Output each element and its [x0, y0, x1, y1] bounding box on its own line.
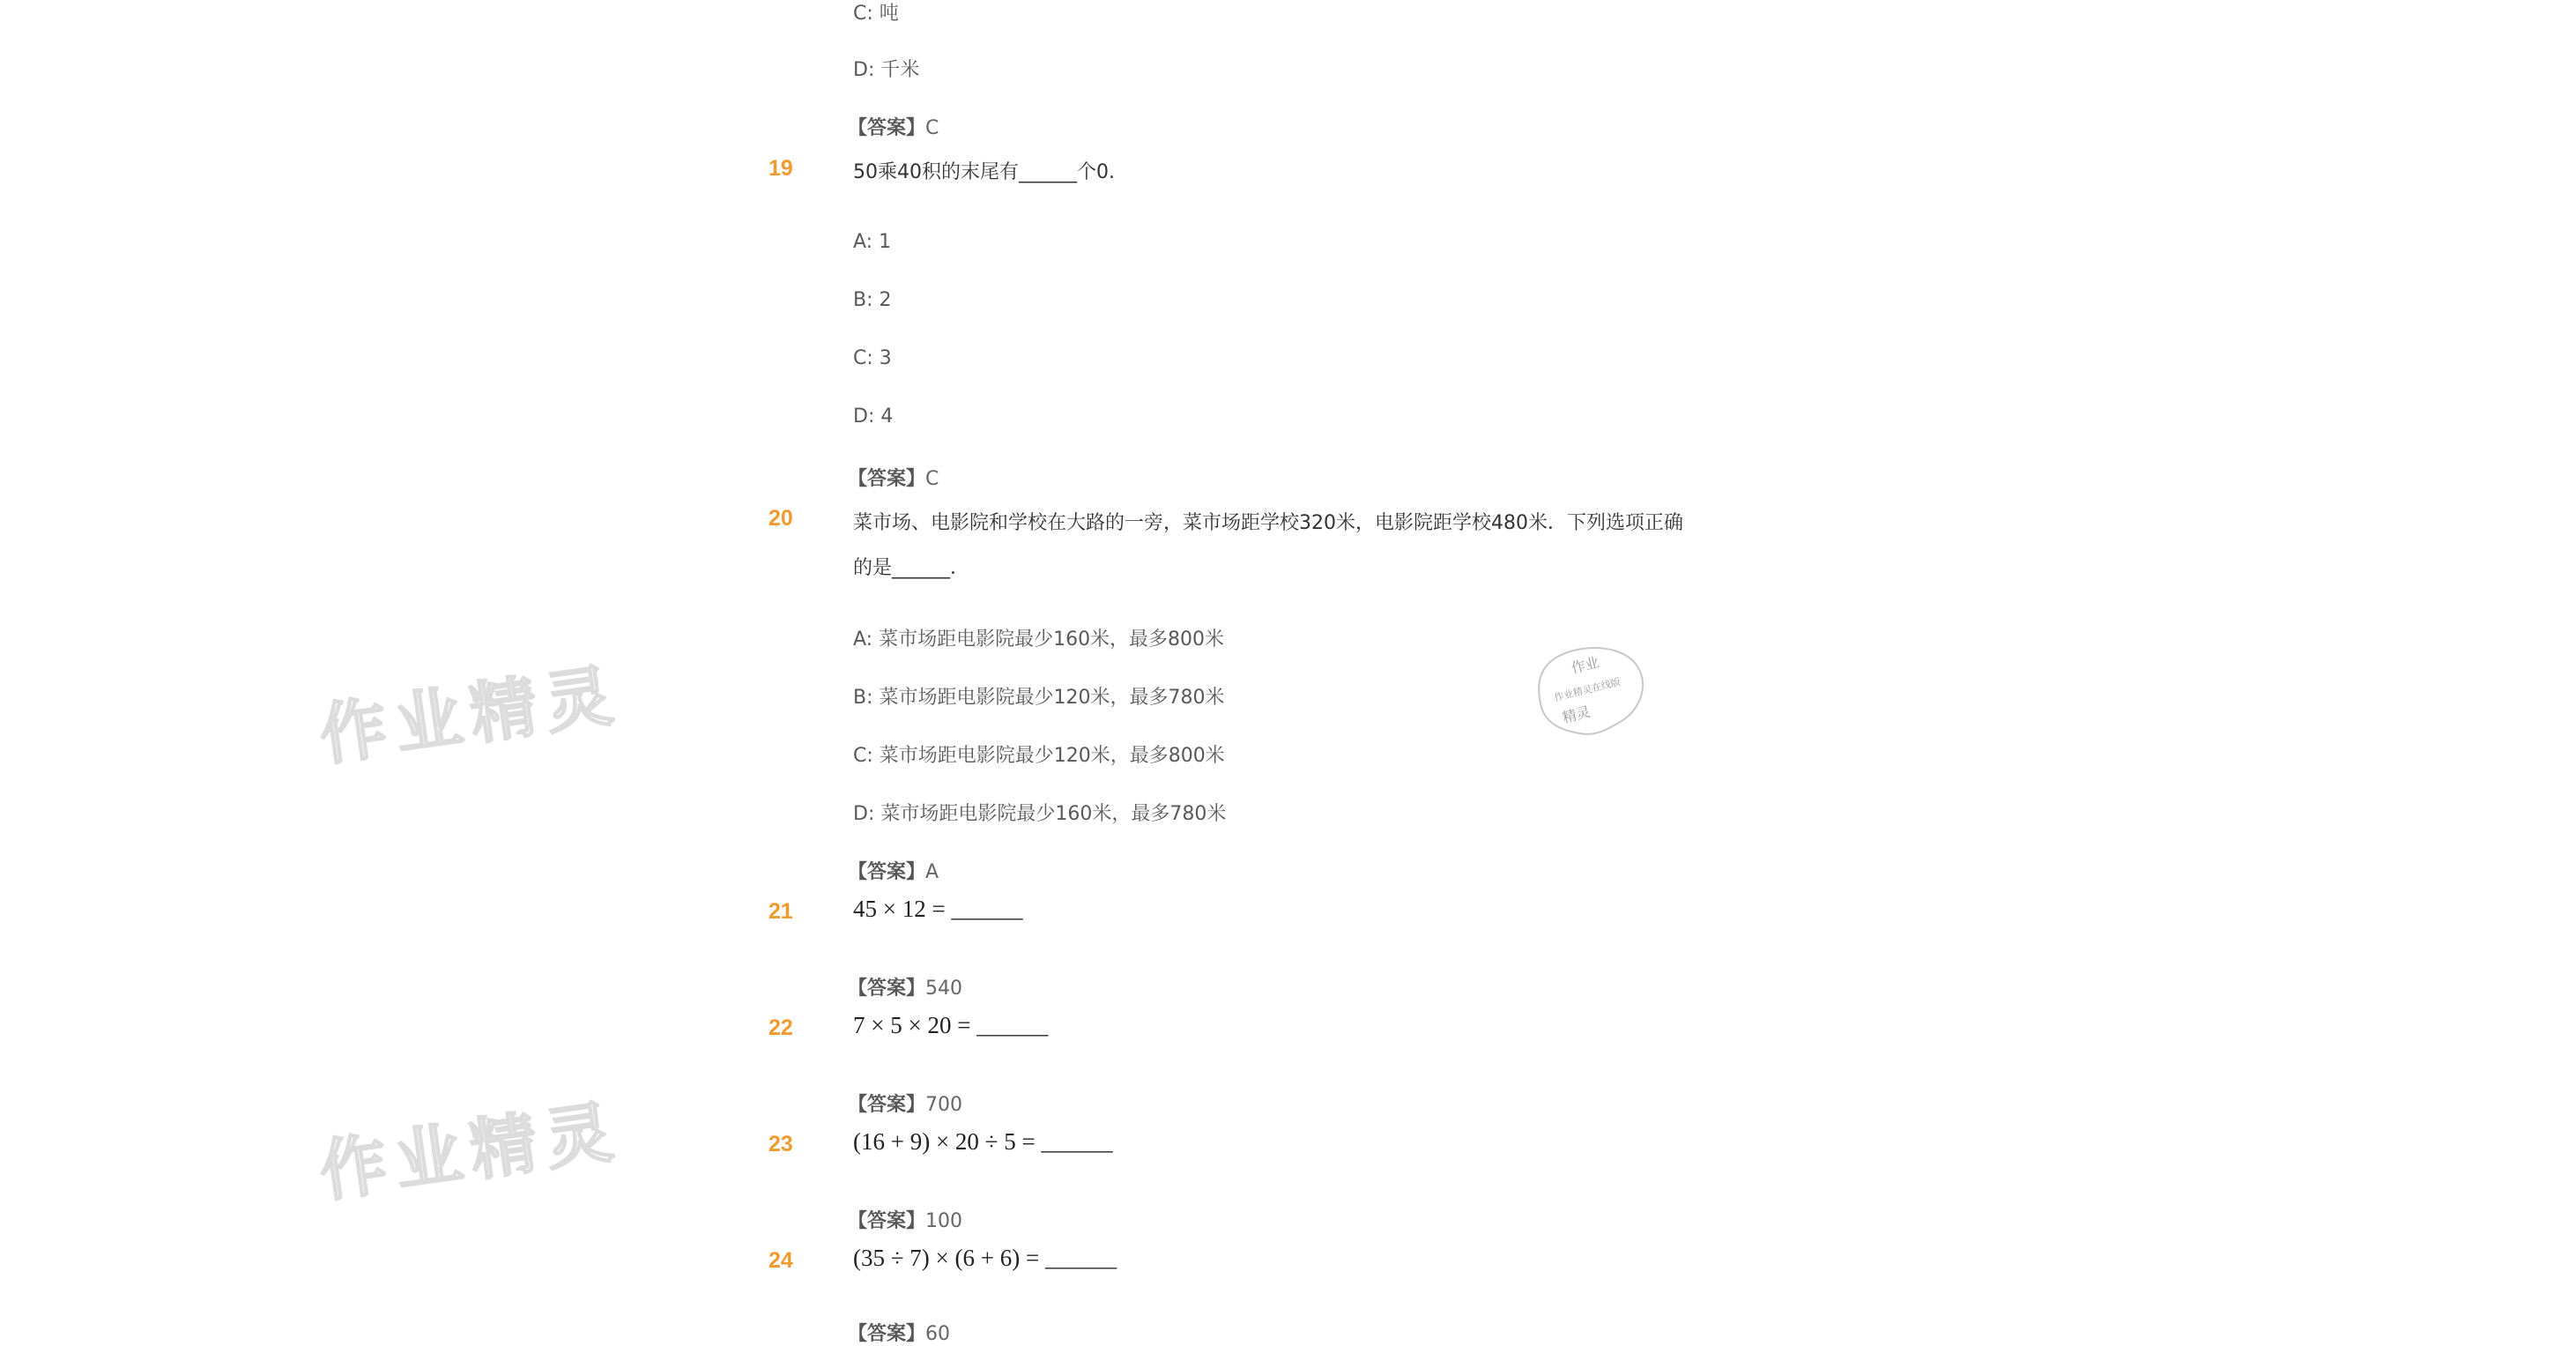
question-20-text-line2: 的是______．	[853, 557, 970, 579]
question-22-expression	[853, 1012, 1048, 1039]
expression: (35 ÷ 7) × (6 + 6) =	[853, 1245, 1045, 1271]
q20-option-a: A: 菜市场距电影院最少160米，最多800米	[853, 628, 1225, 651]
question-21-expression	[853, 896, 1022, 923]
q18-option-c: C: 吨	[853, 3, 899, 25]
q19-option-d: D: 4	[853, 405, 894, 428]
question-number-22: 22	[768, 1015, 793, 1040]
watermark-top: 作业精灵	[315, 654, 627, 775]
answer-value: C	[925, 117, 939, 139]
q19-answer	[848, 464, 939, 491]
answer-tag: 【答案】	[848, 117, 926, 139]
expression: 7 × 5 × 20 =	[853, 1012, 977, 1038]
question-20-text-line1: 菜市场、电影院和学校在大路的一旁，菜市场距学校320米，电影院距学校480米．下列选项正确	[853, 512, 1683, 534]
question-number-19: 19	[768, 156, 793, 181]
answer-value: 700	[925, 1094, 963, 1116]
q20-option-d: D: 菜市场距电影院最少160米，最多780米	[853, 803, 1227, 825]
q24-answer	[848, 1319, 950, 1346]
watermark-bottom: 作业精灵	[315, 1090, 627, 1211]
question-number-23: 23	[768, 1132, 793, 1156]
q20-option-b: B: 菜市场距电影院最少120米，最多780米	[853, 687, 1225, 709]
question-23-expression	[853, 1128, 1112, 1156]
q19-option-c: C: 3	[853, 347, 892, 369]
q19-option-a: A: 1	[853, 231, 892, 253]
q18-answer	[848, 113, 939, 140]
answer-blank: ______	[951, 896, 1023, 922]
answer-blank: ______	[976, 1012, 1049, 1038]
stamp-line3: 精灵	[1560, 703, 1592, 726]
answer-value: 60	[925, 1323, 951, 1345]
stamp-line2: 作业精灵在线版	[1553, 675, 1622, 704]
q18-option-d: D: 千米	[853, 59, 920, 81]
expression: (16 + 9) × 20 ÷ 5 =	[853, 1128, 1042, 1155]
answer-tag: 【答案】	[848, 1094, 926, 1116]
answer-value: C	[925, 468, 939, 490]
question-19-text: 50乘40积的末尾有______个0.	[853, 161, 1115, 183]
answer-tag: 【答案】	[848, 1210, 926, 1232]
answer-value: A	[925, 861, 939, 883]
answer-tag: 【答案】	[848, 468, 926, 490]
q22-answer	[848, 1089, 962, 1117]
answer-blank: ______	[1041, 1128, 1113, 1155]
expression: 45 × 12 =	[853, 896, 952, 922]
q21-answer	[848, 973, 962, 1000]
answer-tag: 【答案】	[848, 978, 926, 1000]
q23-answer	[848, 1206, 962, 1233]
q19-option-b: B: 2	[853, 289, 892, 311]
answer-blank: ______	[1044, 1245, 1117, 1271]
question-number-24: 24	[768, 1248, 793, 1273]
question-24-expression	[853, 1245, 1117, 1272]
q20-answer	[848, 857, 939, 884]
question-number-21: 21	[768, 899, 793, 924]
answer-value: 540	[925, 978, 963, 1000]
answer-tag: 【答案】	[848, 861, 926, 883]
answer-value: 100	[925, 1210, 963, 1232]
question-number-20: 20	[768, 506, 793, 531]
answer-tag: 【答案】	[848, 1323, 926, 1345]
stamp-line1: 作业	[1569, 653, 1601, 677]
q20-option-c: C: 菜市场距电影院最少120米，最多800米	[853, 745, 1225, 767]
stamp-logo	[1533, 642, 1648, 739]
